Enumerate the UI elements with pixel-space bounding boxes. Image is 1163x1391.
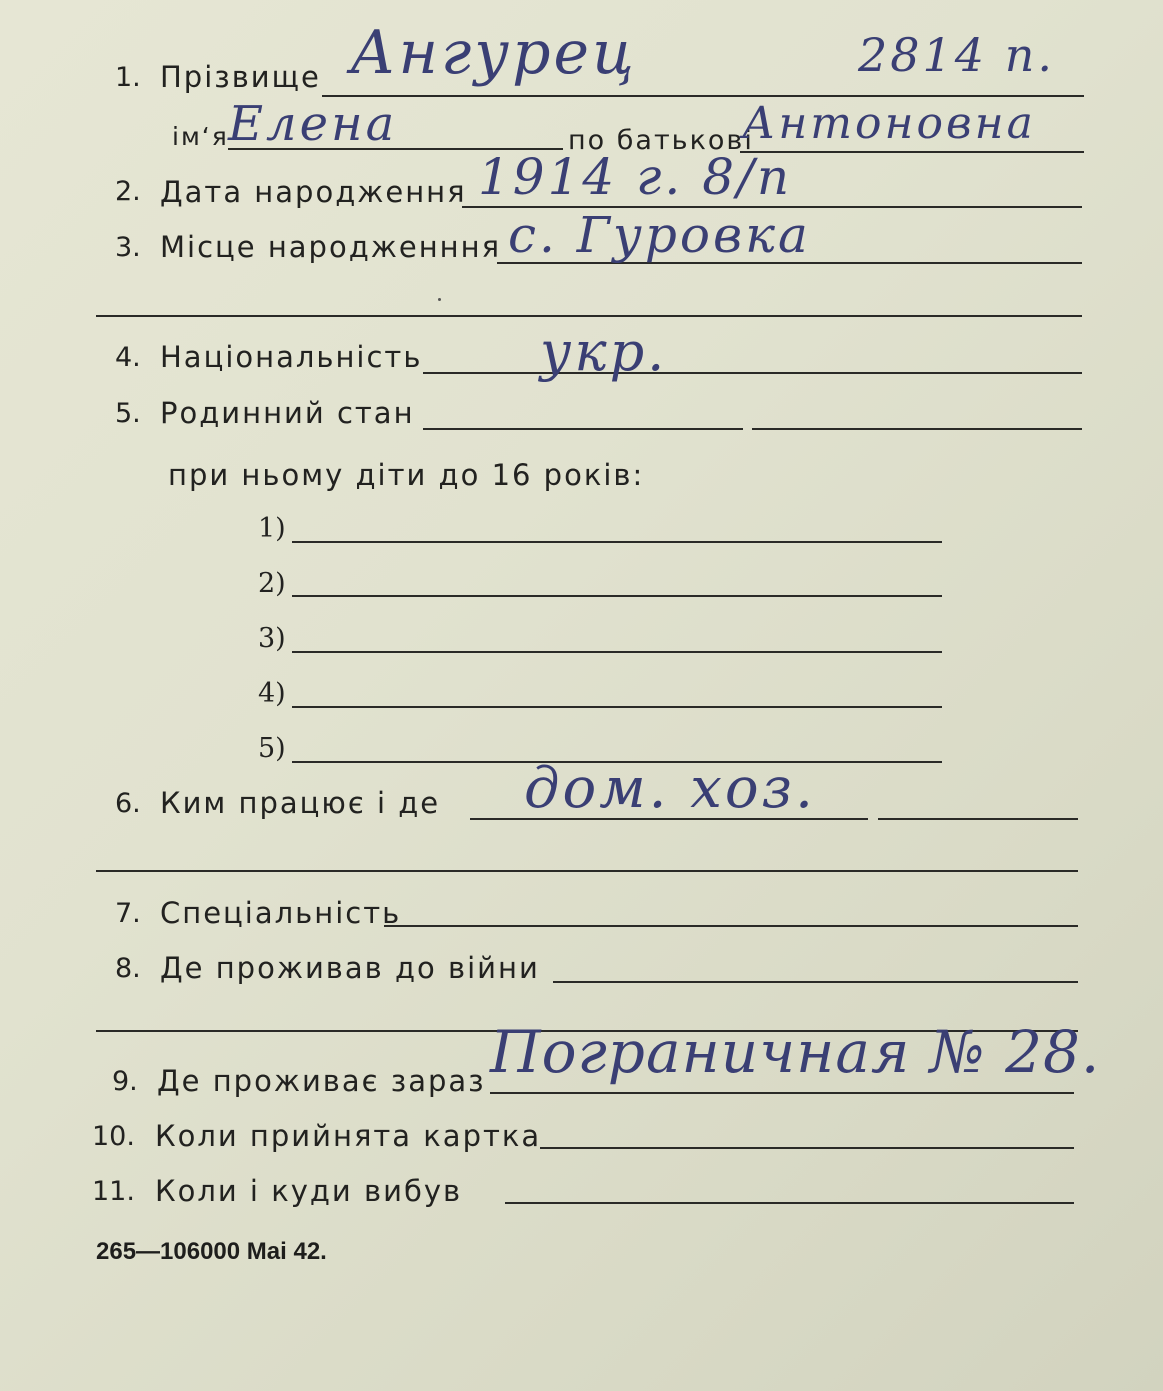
birth-place-line-2 bbox=[96, 315, 1082, 317]
specialty-label: Спеціальність bbox=[160, 896, 402, 930]
field-10-number: 10. bbox=[92, 1121, 135, 1152]
birth-date-label: Дата народження bbox=[160, 175, 467, 209]
patronymic-handwritten: Антоновна bbox=[742, 98, 1036, 149]
workplace-handwritten: дом. хоз. bbox=[524, 756, 816, 821]
birth-place-label: Місце народженння bbox=[160, 230, 502, 264]
field-7-number: 7. bbox=[115, 898, 141, 929]
current-residence-label: Де проживає зараз bbox=[157, 1064, 486, 1098]
field-2-number: 2. bbox=[115, 176, 141, 207]
birth-place-handwritten: с. Гуровка bbox=[508, 206, 811, 264]
print-code: 265—106000 Mai 42. bbox=[96, 1238, 327, 1265]
card-accepted-label: Коли прийнята картка bbox=[155, 1119, 542, 1153]
workplace-line-3 bbox=[96, 870, 1078, 872]
field-6-number: 6. bbox=[115, 788, 141, 819]
prewar-residence-line bbox=[553, 981, 1078, 983]
field-1-number: 1. bbox=[115, 62, 141, 93]
marital-status-line-1 bbox=[423, 428, 743, 430]
nationality-label: Національність bbox=[160, 340, 423, 374]
surname-label: Прізвище bbox=[160, 60, 321, 94]
departure-line bbox=[505, 1202, 1074, 1204]
child-4-line bbox=[292, 706, 942, 708]
nationality-handwritten: укр. bbox=[540, 320, 668, 383]
paper-speck bbox=[438, 298, 441, 301]
child-3-label: 3) bbox=[258, 623, 286, 654]
nationality-line bbox=[423, 372, 1082, 374]
field-4-number: 4. bbox=[115, 342, 141, 373]
child-1-label: 1) bbox=[258, 513, 286, 544]
workplace-line-2 bbox=[878, 818, 1078, 820]
birth-date-handwritten: 1914 г. 8/п bbox=[478, 148, 793, 206]
first-name-label: ім‘я bbox=[172, 122, 229, 151]
children-label: при ньому діти до 16 років: bbox=[168, 458, 645, 492]
marital-status-label: Родинний стан bbox=[160, 396, 415, 430]
child-3-line bbox=[292, 651, 942, 653]
card-number-handwritten: 2814 п. bbox=[858, 28, 1055, 82]
departure-label: Коли і куди вибув bbox=[155, 1174, 463, 1208]
specialty-line bbox=[384, 925, 1078, 927]
child-4-label: 4) bbox=[258, 678, 286, 709]
field-9-number: 9. bbox=[112, 1066, 138, 1097]
child-1-line bbox=[292, 541, 942, 543]
child-2-label: 2) bbox=[258, 568, 286, 599]
card-accepted-line bbox=[540, 1147, 1074, 1149]
current-residence-handwritten: Пограничная № 28. bbox=[490, 1018, 1101, 1086]
prewar-residence-label: Де проживав до війни bbox=[160, 951, 540, 985]
marital-status-line-2 bbox=[752, 428, 1082, 430]
workplace-label: Ким працює і де bbox=[160, 786, 441, 820]
first-name-handwritten: Елена bbox=[228, 96, 398, 152]
current-residence-line bbox=[490, 1092, 1074, 1094]
field-3-number: 3. bbox=[115, 232, 141, 263]
child-5-label: 5) bbox=[258, 733, 286, 764]
surname-handwritten: Ангурец bbox=[350, 18, 637, 88]
child-2-line bbox=[292, 595, 942, 597]
field-8-number: 8. bbox=[115, 953, 141, 984]
patronymic-label: по батькові bbox=[568, 125, 754, 156]
surname-line bbox=[322, 95, 1084, 97]
field-5-number: 5. bbox=[115, 398, 141, 429]
field-11-number: 11. bbox=[92, 1176, 135, 1207]
